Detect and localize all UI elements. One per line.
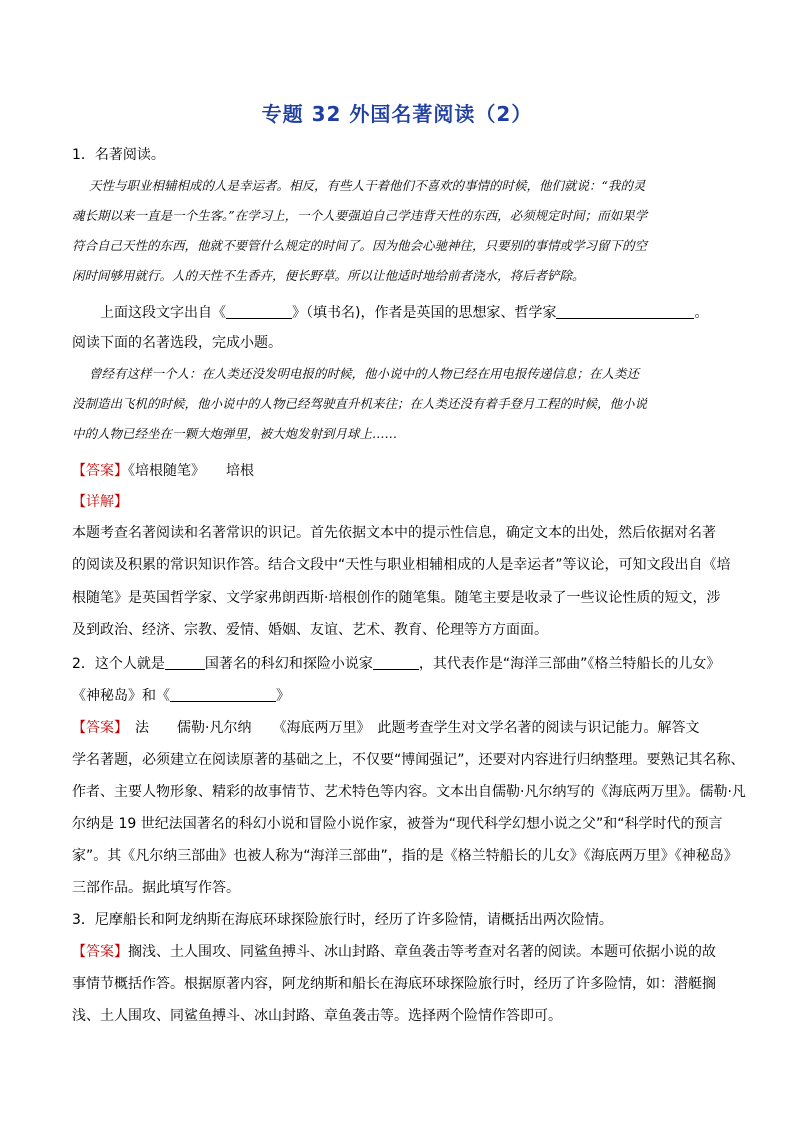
- stem-text: 。: [694, 305, 709, 321]
- detail-label: 【详解】: [72, 494, 128, 510]
- answer-label: 【答案】: [72, 944, 128, 960]
- answer-2-line: 尔纳是 19 世纪法国著名的科幻小说和冒险小说作家，被誉为“现代科学幻想小说之父”和“科学时代的预言: [72, 816, 723, 832]
- answer-2-line: 家”。其《凡尔纳三部曲》也被人称为“海洋三部曲”，指的是《格兰特船长的儿女》《海底两万里》《神秘岛》: [72, 848, 738, 864]
- stem-text: 2．这个人就是: [72, 656, 165, 672]
- detail-line: 根随笔》是英国哲学家、文学家弗朗西斯·培根创作的随笔集。随笔主要是收录了一些议论性质的短文，涉: [72, 590, 721, 606]
- stem-text: 》: [276, 688, 290, 704]
- answer-1: [72, 461, 732, 481]
- country-blank[interactable]: [165, 655, 205, 670]
- answer-label: 【答案】: [72, 720, 121, 736]
- author-blank[interactable]: [373, 655, 419, 670]
- answer-2-line: 学名著题，必须建立在阅读原著的基础之上，不仅要“博闻强记”，还要对内容进行归纳整理。要熟记其名称、: [72, 752, 745, 768]
- detail-line: 本题考查名著阅读和名著常识的识记。首先依据文本中的提示性信息，确定文本的出处，然后依据对名著: [72, 525, 716, 541]
- answer-3-line: 事情节概括作答。根据原著内容，阿龙纳斯和船长在海底环球探险旅行时，经历了许多险情，如：潜艇搁: [72, 976, 716, 992]
- quote-1-line: 魂长期以来一直是一个生客。”在学习上，一个人要强迫自己学违背天性的东西，必须规定时间；而如果学: [72, 208, 648, 223]
- answer-text: 《培根随笔》 培根: [128, 463, 254, 479]
- detail-line: 及到政治、经济、宗教、爱情、婚姻、友谊、艺术、教育、伦理等方方面面。: [72, 622, 548, 638]
- answer-text: 法 儒勒·凡尔纳 《海底两万里》 此题考查学生对文学名著的阅读与识记能力。解答文: [121, 720, 700, 736]
- book-title-blank[interactable]: [170, 687, 276, 702]
- question-2-stem: [72, 654, 732, 674]
- answer-label: 【答案】: [72, 463, 128, 479]
- question-3-heading: 3．尼摩船长和阿龙纳斯在海底环球探险旅行时，经历了许多险情，请概括出两次险情。: [72, 912, 613, 928]
- author-blank[interactable]: [556, 304, 694, 319]
- quote-2-line: 中的人物已经坐在一颗大炮弹里，被大炮发射到月球上……: [72, 426, 398, 441]
- answer-3: [72, 942, 732, 962]
- stem-text: 上面这段文字出自《: [100, 305, 226, 321]
- stem-text: 》（填书名)，作者是英国的思想家、哲学家: [292, 305, 557, 321]
- answer-text: 搁浅、土人围攻、同鲨鱼搏斗、冰山封路、章鱼袭击等考查对名著的阅读。本题可依据小说的故: [128, 944, 716, 960]
- question-2-stem-cont: [72, 686, 732, 706]
- quote-1-line: 天性与职业相辅相成的人是幸运者。相反，有些人干着他们不喜欢的事情的时候，他们就说：“我的灵: [89, 178, 646, 193]
- stem-text: ，其代表作是“海洋三部曲”《格兰特船长的儿女》: [418, 656, 721, 672]
- quote-1-line: 符合自己天性的东西，他就不要管什么规定的时间了。因为他会心驰神往，只要别的事情或学习留下的空: [72, 238, 648, 253]
- quote-2-line: 曾经有这样一个人：在人类还没发明电报的时候，他小说中的人物已经在用电报传递信息；在人类还: [89, 366, 640, 381]
- quote-1-line: 闲时间够用就行。人的天性不生香卉，便长野草。所以让他适时地给前者浇水，将后者铲除。: [72, 268, 585, 283]
- book-title-blank[interactable]: [226, 304, 292, 319]
- page-title: 专题 32 外国名著阅读（2）: [261, 102, 533, 126]
- quote-2-line: 没制造出飞机的时候，他小说中的人物已经驾驶直升机来往；在人类还没有着手登月工程的时候，他小说: [72, 396, 648, 411]
- detail-line: 的阅读及积累的常识知识作答。结合文段中“天性与职业相辅相成的人是幸运者”等议论，可知文段出自《培: [72, 557, 731, 573]
- answer-2-line: 作者、主要人物形象、精彩的故事情节、艺术特色等内容。文本出自儒勒·凡尔纳写的《海底两万里》。儒勒·凡: [72, 784, 746, 800]
- question-1-heading: 1．名著阅读。: [72, 147, 165, 163]
- stem-text: 国著名的科幻和探险小说家: [204, 656, 373, 672]
- stem-text: 《神秘岛》和《: [72, 688, 170, 704]
- answer-2: [72, 718, 732, 738]
- answer-3-line: 浅、土人围攻、同鲨鱼搏斗、冰山封路、章鱼袭击等。选择两个险情作答即可。: [72, 1008, 562, 1024]
- question-1-instruction: 阅读下面的名著选段，完成小题。: [72, 335, 282, 351]
- question-1-stem: [100, 303, 760, 323]
- answer-2-line: 三部作品。据此填写作答。: [72, 880, 240, 896]
